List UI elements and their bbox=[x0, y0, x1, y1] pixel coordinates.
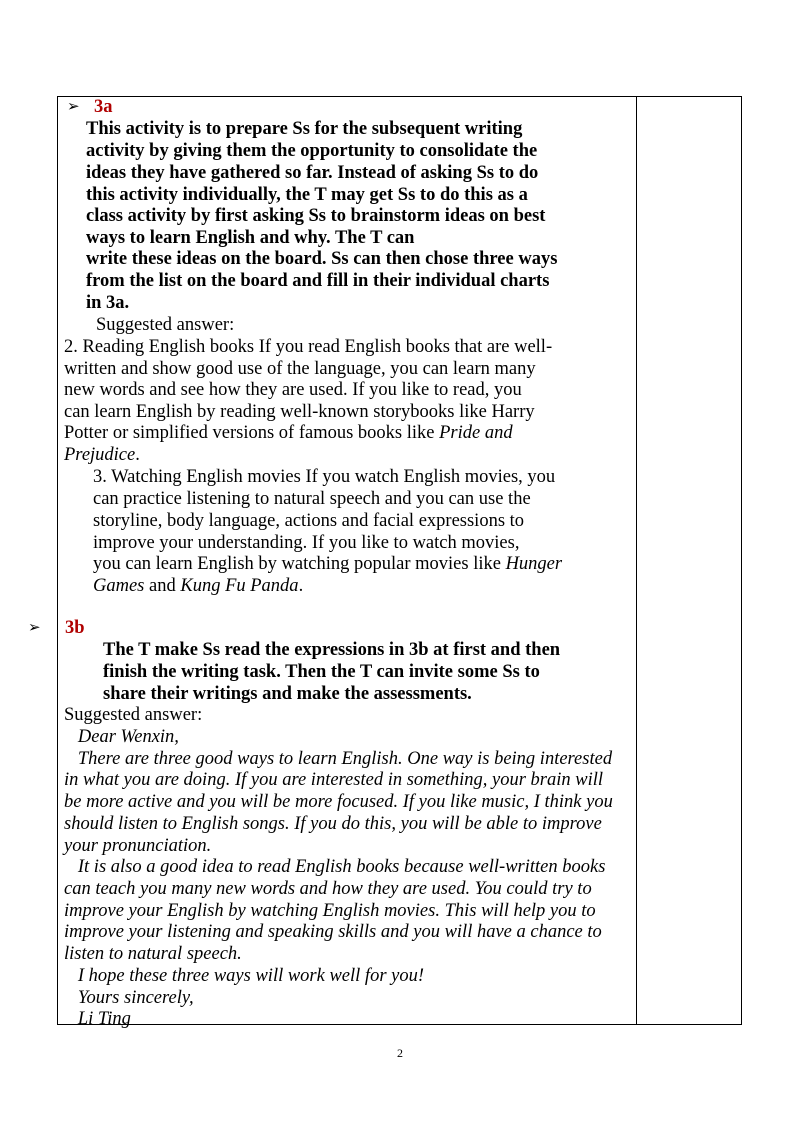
answer-line: new words and see how they are used. If you like to read, you bbox=[64, 380, 522, 400]
letter-line: your pronunciation. bbox=[64, 836, 212, 856]
bold-line: This activity is to prepare Ss for the subsequent writing bbox=[86, 119, 523, 139]
answer-line: improve your understanding. If you like to watch movies, bbox=[93, 533, 520, 553]
bold-line: finish the writing task. Then the T can invite some Ss to bbox=[103, 662, 540, 682]
suggested-answer-label: Suggested answer: bbox=[96, 315, 235, 335]
answer-line: storyline, body language, actions and facial expressions to bbox=[93, 511, 525, 531]
answer-line: can learn English by reading well-known storybooks like Harry bbox=[64, 402, 535, 422]
bold-line: ideas they have gathered so far. Instead of asking Ss to do bbox=[86, 163, 539, 183]
answer-line: can practice listening to natural speech and you can use the bbox=[93, 489, 531, 509]
answer-line bbox=[93, 554, 562, 576]
answer-text: . bbox=[298, 576, 304, 596]
letter-line: can teach you many new words and how they are used. You could try to bbox=[64, 879, 592, 899]
bold-line: activity by giving them the opportunity to consolidate the bbox=[86, 141, 538, 161]
answer-text: Potter or simplified versions of famous books like bbox=[64, 423, 440, 443]
letter-line: Li Ting bbox=[64, 1009, 131, 1029]
book-title: Prejudice bbox=[64, 445, 136, 465]
bold-line: The T make Ss read the expressions in 3b at first and then bbox=[103, 640, 561, 660]
letter-line: Dear Wenxin, bbox=[64, 727, 179, 747]
answer-line: 3. Watching English movies If you watch English movies, you bbox=[93, 467, 556, 487]
movie-title: Games bbox=[93, 576, 145, 596]
arrow-bullet-icon: ➢ bbox=[67, 99, 80, 115]
letter-line: in what you are doing. If you are interested in something, your brain will bbox=[64, 770, 604, 790]
answer-line bbox=[93, 576, 303, 598]
letter-line: improve your English by watching English movies. This will help you to bbox=[64, 901, 596, 921]
book-title: Pride and bbox=[439, 423, 513, 443]
bold-line: share their writings and make the assessments. bbox=[103, 684, 472, 704]
answer-text: you can learn English by watching popular movies like bbox=[93, 554, 506, 574]
letter-line: There are three good ways to learn English. One way is being interested bbox=[64, 749, 613, 769]
letter-line: be more active and you will be more focused. If you like music, I think you bbox=[64, 792, 613, 812]
answer-line: written and show good use of the language, you can learn many bbox=[64, 359, 536, 379]
bold-line: from the list on the board and fill in their individual charts bbox=[86, 271, 550, 291]
bold-line: class activity by first asking Ss to brainstorm ideas on best bbox=[86, 206, 546, 226]
answer-line: 2. Reading English books If you read English books that are well- bbox=[64, 337, 553, 357]
section-heading-3a: 3a bbox=[94, 97, 113, 117]
answer-text: . bbox=[135, 445, 140, 465]
bold-line: write these ideas on the board. Ss can then chose three ways bbox=[86, 249, 558, 269]
suggested-answer-label: Suggested answer: bbox=[64, 705, 203, 725]
answer-line bbox=[64, 423, 513, 445]
letter-line: should listen to English songs. If you do this, you will be able to improve bbox=[64, 814, 602, 834]
column-divider bbox=[636, 97, 637, 1024]
arrow-bullet-icon: ➢ bbox=[28, 620, 41, 636]
letter-line: It is also a good idea to read English books because well-written books bbox=[64, 857, 606, 877]
letter-line: listen to natural speech. bbox=[64, 944, 242, 964]
letter-line: improve your listening and speaking skills and you will have a chance to bbox=[64, 922, 602, 942]
answer-text: and bbox=[144, 576, 181, 596]
movie-title: Hunger bbox=[505, 554, 563, 574]
answer-line bbox=[64, 445, 140, 467]
bold-line: ways to learn English and why. The T can bbox=[86, 228, 415, 248]
bold-line: in 3a. bbox=[86, 293, 130, 313]
letter-line: Yours sincerely, bbox=[64, 988, 194, 1008]
page-number: 2 bbox=[397, 1046, 403, 1060]
lesson-table bbox=[28, 96, 742, 1029]
movie-title: Kung Fu Panda bbox=[180, 576, 299, 596]
letter-line: I hope these three ways will work well for you! bbox=[64, 966, 425, 986]
section-heading-3b: 3b bbox=[65, 618, 85, 638]
bold-line: this activity individually, the T may get Ss to do this as a bbox=[86, 185, 528, 205]
